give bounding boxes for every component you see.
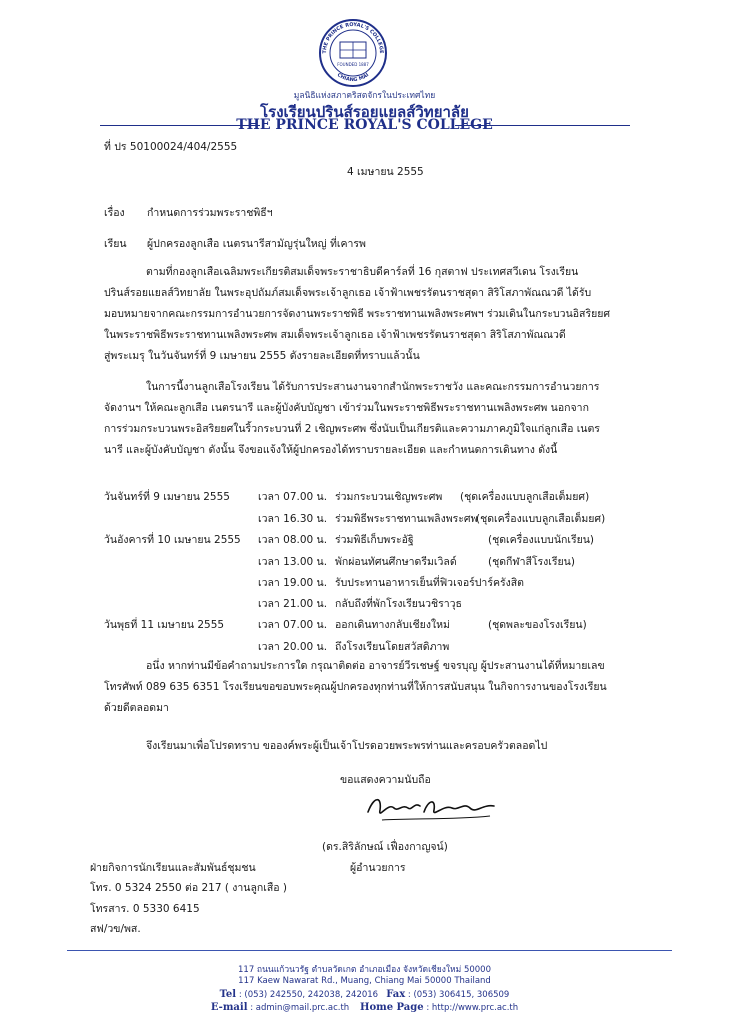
paragraph-1-line: ปรินส์รอยแยลส์วิทยาลัย ในพระอุปถัมภ์สมเด็จพระเจ้าลูกเธอ เจ้าฟ้าเพชรรัตนราชสุดา สิริโสภาพัณณวดี ได้รับ <box>104 287 592 299</box>
schedule-dress: (ชุดกีฬาสีโรงเรียน) <box>488 556 575 568</box>
subject-text: กำหนดการร่วมพระราชพิธีฯ <box>147 207 273 219</box>
schedule-time: เวลา 08.00 น. <box>258 534 328 546</box>
reference-number: ที่ ปร 50100024/404/2555 <box>104 141 238 153</box>
footer-rule <box>67 950 672 951</box>
letter-date: 4 เมษายน 2555 <box>347 166 424 178</box>
schedule-day: วันจันทร์ที่ 9 เมษายน 2555 <box>104 491 230 503</box>
paragraph-3-line: โทรศัพท์ 089 635 6351 โรงเรียนขอขอบพระคุณผู้ปกครองทุกท่านที่ให้การสนับสนุน ในกิจการงานของโรงเรียน <box>104 681 607 693</box>
fax-value: : (053) 306415, 306509 <box>407 990 510 1000</box>
paragraph-2-line: จัดงานฯ ให้คณะลูกเสือ เนตรนารี และผู้บังคับบัญชา เข้าร่วมในพระราชพิธีพระราชทานเพลิงพระศพ นอกจาก <box>104 402 589 414</box>
paragraph-3-line: ด้วยดีตลอดมา <box>104 702 169 714</box>
department-tel: โทร. 0 5324 2550 ต่อ 217 ( งานลูกเสือ ) <box>90 882 288 894</box>
schedule-activity: ร่วมกระบวนเชิญพระศพ <box>335 491 443 503</box>
signature <box>362 790 502 826</box>
schedule-day: วันพุธที่ 11 เมษายน 2555 <box>104 619 225 631</box>
schedule-activity: พักผ่อนทัศนศึกษาดรีมเวิลด์ <box>335 556 457 568</box>
footer-address-thai: 117 ถนนแก้วนวรัฐ ตำบลวัดเกต อำเภอเมือง จังหวัดเชียงใหม่ 50000 <box>238 965 491 975</box>
schedule-activity: ออกเดินทางกลับเชียงใหม่ <box>335 619 450 631</box>
paragraph-3-line: อนึ่ง หากท่านมีข้อคำถามประการใด กรุณาติดต่อ อาจารย์วีรเชษฐ์ ขจรบุญ ผู้ประสานงานได้ที่หมายเลข <box>146 660 605 672</box>
schedule-activity: กลับถึงที่พักโรงเรียนวชิราวุธ <box>335 598 462 610</box>
department: ฝ่ายกิจการนักเรียนและสัมพันธ์ชุมชน <box>90 862 256 874</box>
homepage-value[interactable]: : http://www.prc.ac.th <box>426 1003 519 1013</box>
closing-paragraph: จึงเรียนมาเพื่อโปรดทราบ ขอองค์พระผู้เป็นเจ้าโปรดอวยพระพรท่านและครอบครัวตลอดไป <box>146 740 548 752</box>
schedule-activity: ร่วมพิธีพระราชทานเพลิงพระศพ <box>335 513 478 525</box>
school-seal-logo <box>318 18 388 88</box>
footer-address-english: 117 Kaew Nawarat Rd., Muang, Chiang Mai 50000 Thailand <box>238 976 491 986</box>
schedule-time: เวลา 07.00 น. <box>258 491 328 503</box>
paragraph-1 <box>104 262 624 367</box>
email-value[interactable]: : admin@mail.prc.ac.th <box>250 1003 350 1013</box>
schedule-time: เวลา 07.00 น. <box>258 619 328 631</box>
signer-title: ผู้อำนวยการ <box>350 862 406 874</box>
footer-contact-web <box>0 1002 729 1013</box>
schedule-time: เวลา 21.00 น. <box>258 598 328 610</box>
header-rule-right <box>455 125 630 126</box>
schedule-activity: รับประทานอาหารเย็นที่ฟิวเจอร์ปาร์ครังสิต <box>335 577 524 589</box>
schedule-activity: ถึงโรงเรียนโดยสวัสดิภาพ <box>335 641 450 653</box>
footer-contact-phone <box>0 989 729 1000</box>
school-name-english: THE PRINCE ROYAL'S COLLEGE <box>236 117 493 133</box>
paragraph-1-line: ในพระราชพิธีพระราชทานเพลิงพระศพ สมเด็จพระเจ้าลูกเธอ เจ้าฟ้าเพชรรัตนราชสุดา สิริโสภาพัณณวดี <box>104 329 566 341</box>
paragraph-1-line: มอบหมายจากคณะกรรมการอำนวยการจัดงานพระราชพิธี พระราชทานเพลิงพระศพฯ ร่วมเดินในกระบวนอิสริยยศ <box>104 308 611 320</box>
paragraph-2-line: การร่วมกระบวนพระอิสริยยศในริ้วกระบวนที่ 2 เชิญพระศพ ซึ่งนับเป็นเกียรติและความภาคภูมิใจแก่ลูกเสือ เนตร <box>104 423 600 435</box>
document-code: สฟ/วข/พส. <box>90 923 141 935</box>
paragraph-3 <box>104 656 624 719</box>
schedule-dress: (ชุดเครื่องแบบลูกเสือเต็มยศ) <box>476 513 606 525</box>
schedule-time: เวลา 16.30 น. <box>258 513 328 525</box>
schedule-dress: (ชุดเครื่องแบบนักเรียน) <box>488 534 595 546</box>
department-fax: โทรสาร. 0 5330 6415 <box>90 903 200 915</box>
paragraph-1-line: สู่พระเมรุ ในวันจันทร์ที่ 9 เมษายน 2555 ดังรายละเอียดที่ทราบแล้วนั้น <box>104 350 420 362</box>
regards: ขอแสดงความนับถือ <box>340 774 431 786</box>
foundation-name: มูลนิธิแห่งสภาคริสตจักรในประเทศไทย <box>293 91 436 101</box>
tel-label: Tel <box>219 989 237 1000</box>
recipient-text: ผู้ปกครองลูกเสือ เนตรนารีสามัญรุ่นใหญ่ ที่เคารพ <box>147 238 366 250</box>
svg-text:CHIANG MAI <box>336 72 370 83</box>
schedule-time: เวลา 13.00 น. <box>258 556 328 568</box>
schedule-time: เวลา 19.00 น. <box>258 577 328 589</box>
schedule-activity: ร่วมพิธีเก็บพระอัฐิ <box>335 534 414 546</box>
paragraph-1-line: ตามที่กองลูกเสือเฉลิมพระเกียรติสมเด็จพระราชาธิบดีคาร์ลที่ 16 กุสตาฟ ประเทศสวีเดน โรงเรียน <box>146 266 579 278</box>
schedule-dress: (ชุดพละของโรงเรียน) <box>488 619 587 631</box>
schedule-day: วันอังคารที่ 10 เมษายน 2555 <box>104 534 241 546</box>
homepage-label: Home Page <box>360 1002 424 1013</box>
logo-text-bottom: CHIANG MAI <box>335 72 371 84</box>
paragraph-2-line: นารี และผู้บังคับบัญชา ดังนั้น จึงขอแจ้งให้ผู้ปกครองได้ทราบรายละเอียด และกำหนดการเดินทาง ดังนี้ <box>104 444 558 456</box>
fax-label: Fax <box>386 989 406 1000</box>
school-name-thai: โรงเรียนปรินส์รอยแยลส์วิทยาลัย <box>260 103 469 121</box>
email-label: E-mail <box>210 1002 248 1013</box>
paragraph-2 <box>104 377 624 461</box>
schedule-time: เวลา 20.00 น. <box>258 641 328 653</box>
recipient-label: เรียน <box>104 238 127 250</box>
tel-value: : (053) 242550, 242038, 242016 <box>238 990 379 1000</box>
logo-founded: FOUNDED 1887 <box>337 62 369 67</box>
subject-label: เรื่อง <box>104 207 125 219</box>
schedule-dress: (ชุดเครื่องแบบลูกเสือเต็มยศ) <box>460 491 590 503</box>
paragraph-2-line: ในการนี้งานลูกเสือโรงเรียน ได้รับการประสานงานจากสำนักพระราชวัง และคณะกรรมการอำนวยการ <box>146 381 600 393</box>
signer-name: (ดร.สิริลักษณ์ เฟื่องกาญจน์) <box>322 841 448 853</box>
header-rule-left <box>100 125 260 126</box>
logo-text-top: THE PRINCE ROYAL'S COLLEGE <box>321 21 385 54</box>
